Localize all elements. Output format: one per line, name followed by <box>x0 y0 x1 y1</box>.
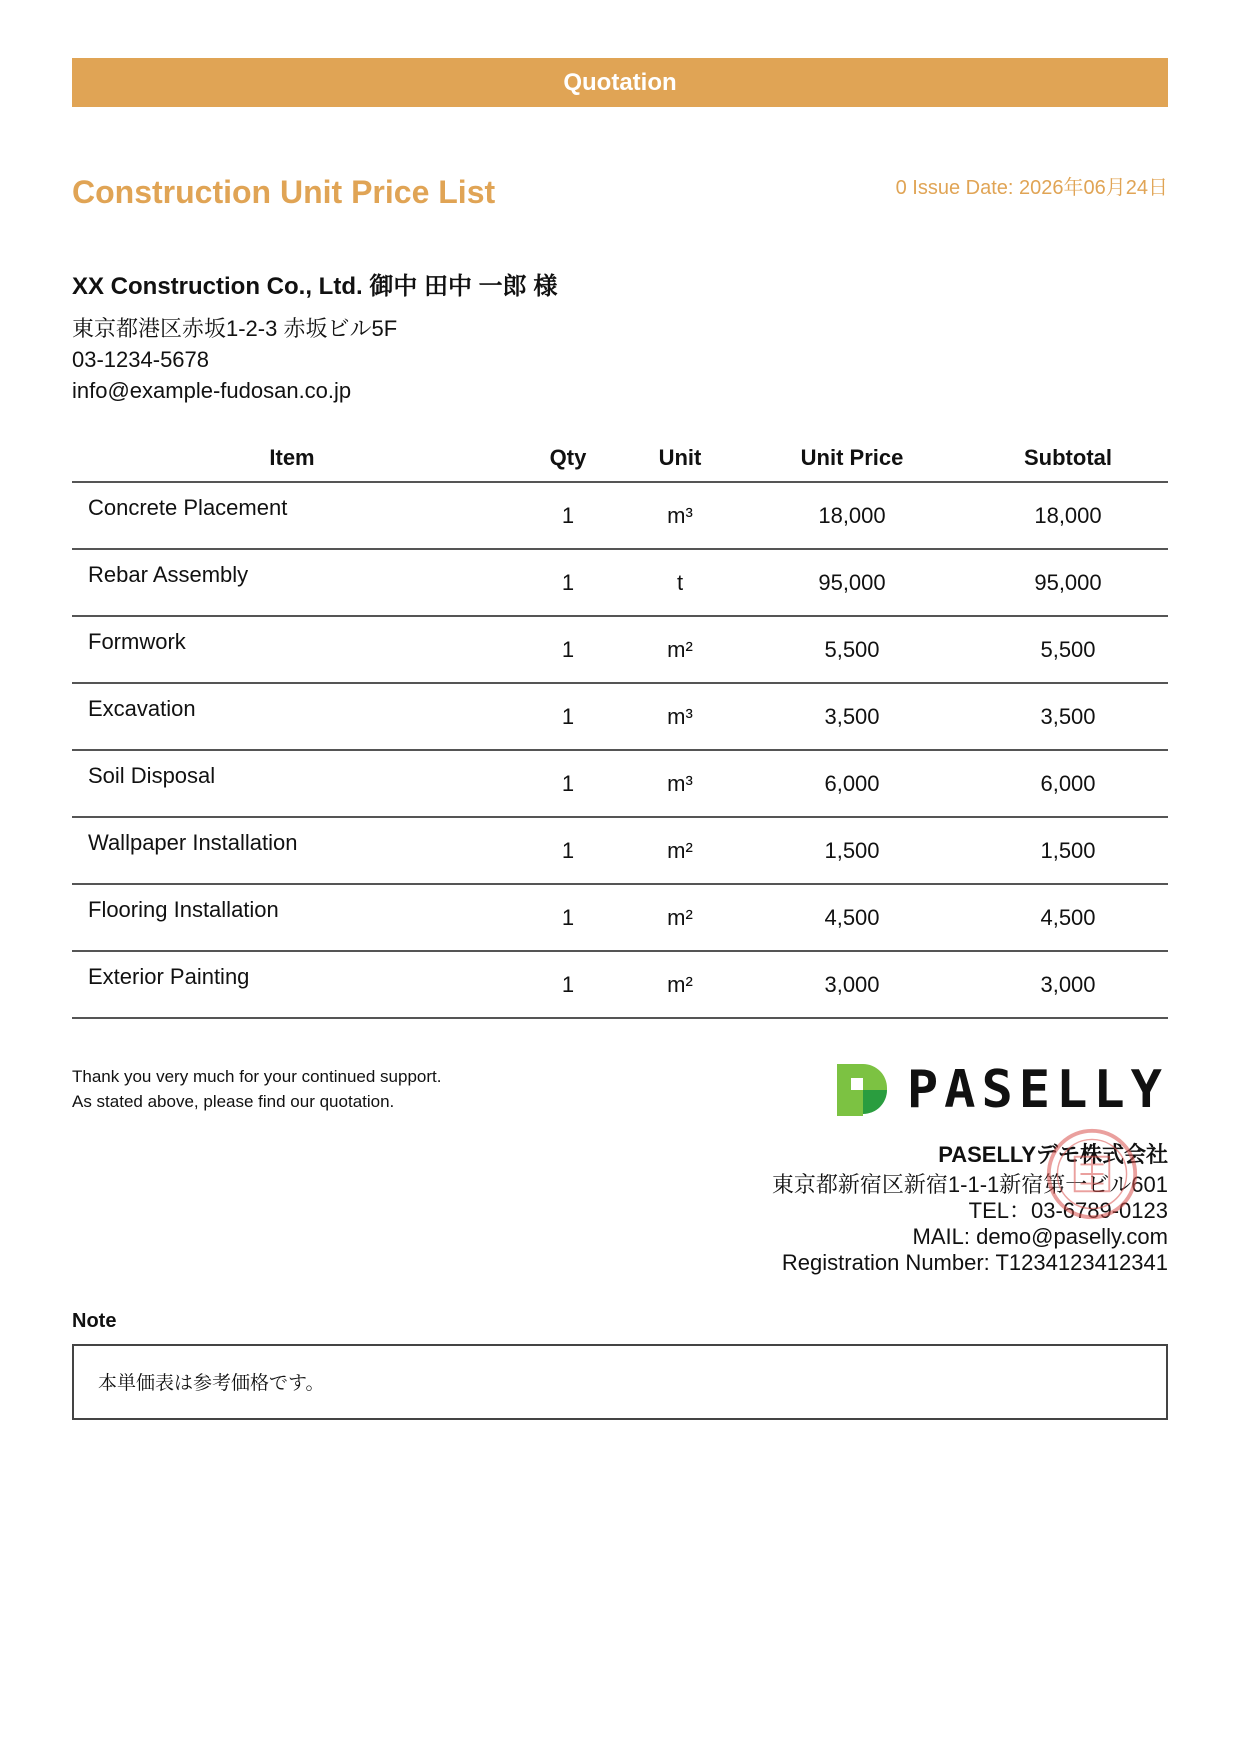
row-qty: 1 <box>512 616 624 683</box>
row-unit-price: 4,500 <box>736 884 968 951</box>
row-subtotal: 3,000 <box>968 951 1168 1018</box>
table-row <box>72 951 1168 1018</box>
row-unit: m² <box>624 817 736 884</box>
client-block <box>72 266 772 406</box>
table-row <box>72 616 1168 683</box>
header-subtotal: Subtotal <box>968 434 1168 482</box>
issuer-address: 東京都新宿区新宿1-1-1新宿第一ビル601 <box>771 1172 1168 1197</box>
row-subtotal: 95,000 <box>968 549 1168 616</box>
row-unit-price: 3,500 <box>736 683 968 750</box>
banner-title: Quotation <box>563 68 677 96</box>
row-subtotal: 6,000 <box>968 750 1168 817</box>
row-unit-price: 18,000 <box>736 482 968 549</box>
row-item: Excavation <box>72 683 512 750</box>
row-unit: m² <box>624 616 736 683</box>
row-item: Flooring Installation <box>72 884 512 951</box>
row-subtotal: 3,500 <box>968 683 1168 750</box>
header-unit: Unit <box>624 434 736 482</box>
row-unit: m² <box>624 884 736 951</box>
issuer-logo <box>833 1060 1168 1120</box>
row-unit: m² <box>624 951 736 1018</box>
client-email: info@example-fudosan.co.jp <box>72 378 352 403</box>
note-box <box>72 1344 1168 1420</box>
note-label: Note <box>72 1310 117 1332</box>
table-row <box>72 884 1168 951</box>
row-item: Wallpaper Installation <box>72 817 512 884</box>
document-title: Construction Unit Price List <box>72 174 496 210</box>
table-row <box>72 482 1168 549</box>
document-banner <box>72 58 1168 107</box>
header-item: Item <box>72 434 512 482</box>
table-row <box>72 683 1168 750</box>
note-text: 本単価表は参考価格です。 <box>98 1373 325 1394</box>
row-unit: m³ <box>624 683 736 750</box>
row-qty: 1 <box>512 884 624 951</box>
header-unit-price: Unit Price <box>736 434 968 482</box>
row-subtotal: 5,500 <box>968 616 1168 683</box>
issuer-registration: Registration Number: T1234123412341 <box>781 1250 1168 1275</box>
closing-line-1: Thank you very much for your continued support. <box>72 1067 442 1086</box>
header-qty: Qty <box>512 434 624 482</box>
row-subtotal: 18,000 <box>968 482 1168 549</box>
row-subtotal: 4,500 <box>968 884 1168 951</box>
price-table <box>72 434 1168 1019</box>
row-unit: t <box>624 549 736 616</box>
row-unit-price: 3,000 <box>736 951 968 1018</box>
table-row <box>72 549 1168 616</box>
issuer-tel: TEL：03-6789-0123 <box>968 1198 1168 1223</box>
company-seal-stamp <box>1044 1126 1140 1222</box>
logo-wordmark: PASELLY <box>906 1060 1168 1120</box>
row-qty: 1 <box>512 817 624 884</box>
row-unit: m³ <box>624 750 736 817</box>
row-unit-price: 5,500 <box>736 616 968 683</box>
row-subtotal: 1,500 <box>968 817 1168 884</box>
row-item: Rebar Assembly <box>72 549 512 616</box>
closing-message <box>72 1064 441 1114</box>
client-address: 東京都港区赤坂1-2-3 赤坂ビル5F <box>72 316 398 341</box>
row-unit-price: 1,500 <box>736 817 968 884</box>
issuer-mail: MAIL: demo@paselly.com <box>912 1224 1168 1249</box>
row-qty: 1 <box>512 951 624 1018</box>
row-unit-price: 6,000 <box>736 750 968 817</box>
table-header-row <box>72 434 1168 482</box>
row-item: Concrete Placement <box>72 482 512 549</box>
row-item: Exterior Painting <box>72 951 512 1018</box>
row-item: Formwork <box>72 616 512 683</box>
issue-date: 0 Issue Date: 2026年06月24日 <box>895 177 1168 199</box>
client-phone: 03-1234-5678 <box>72 347 210 372</box>
row-qty: 1 <box>512 683 624 750</box>
table-row <box>72 817 1168 884</box>
pasely-leaf-icon <box>833 1060 891 1120</box>
client-name: XX Construction Co., Ltd. 御中 田中 一郎 様 <box>72 273 558 300</box>
row-qty: 1 <box>512 549 624 616</box>
table-row <box>72 750 1168 817</box>
row-qty: 1 <box>512 482 624 549</box>
closing-line-2: As stated above, please find our quotation. <box>72 1092 395 1111</box>
issuer-name: PASELLYデモ株式会社 <box>938 1142 1168 1167</box>
row-item: Soil Disposal <box>72 750 512 817</box>
row-unit-price: 95,000 <box>736 549 968 616</box>
row-unit: m³ <box>624 482 736 549</box>
row-qty: 1 <box>512 750 624 817</box>
